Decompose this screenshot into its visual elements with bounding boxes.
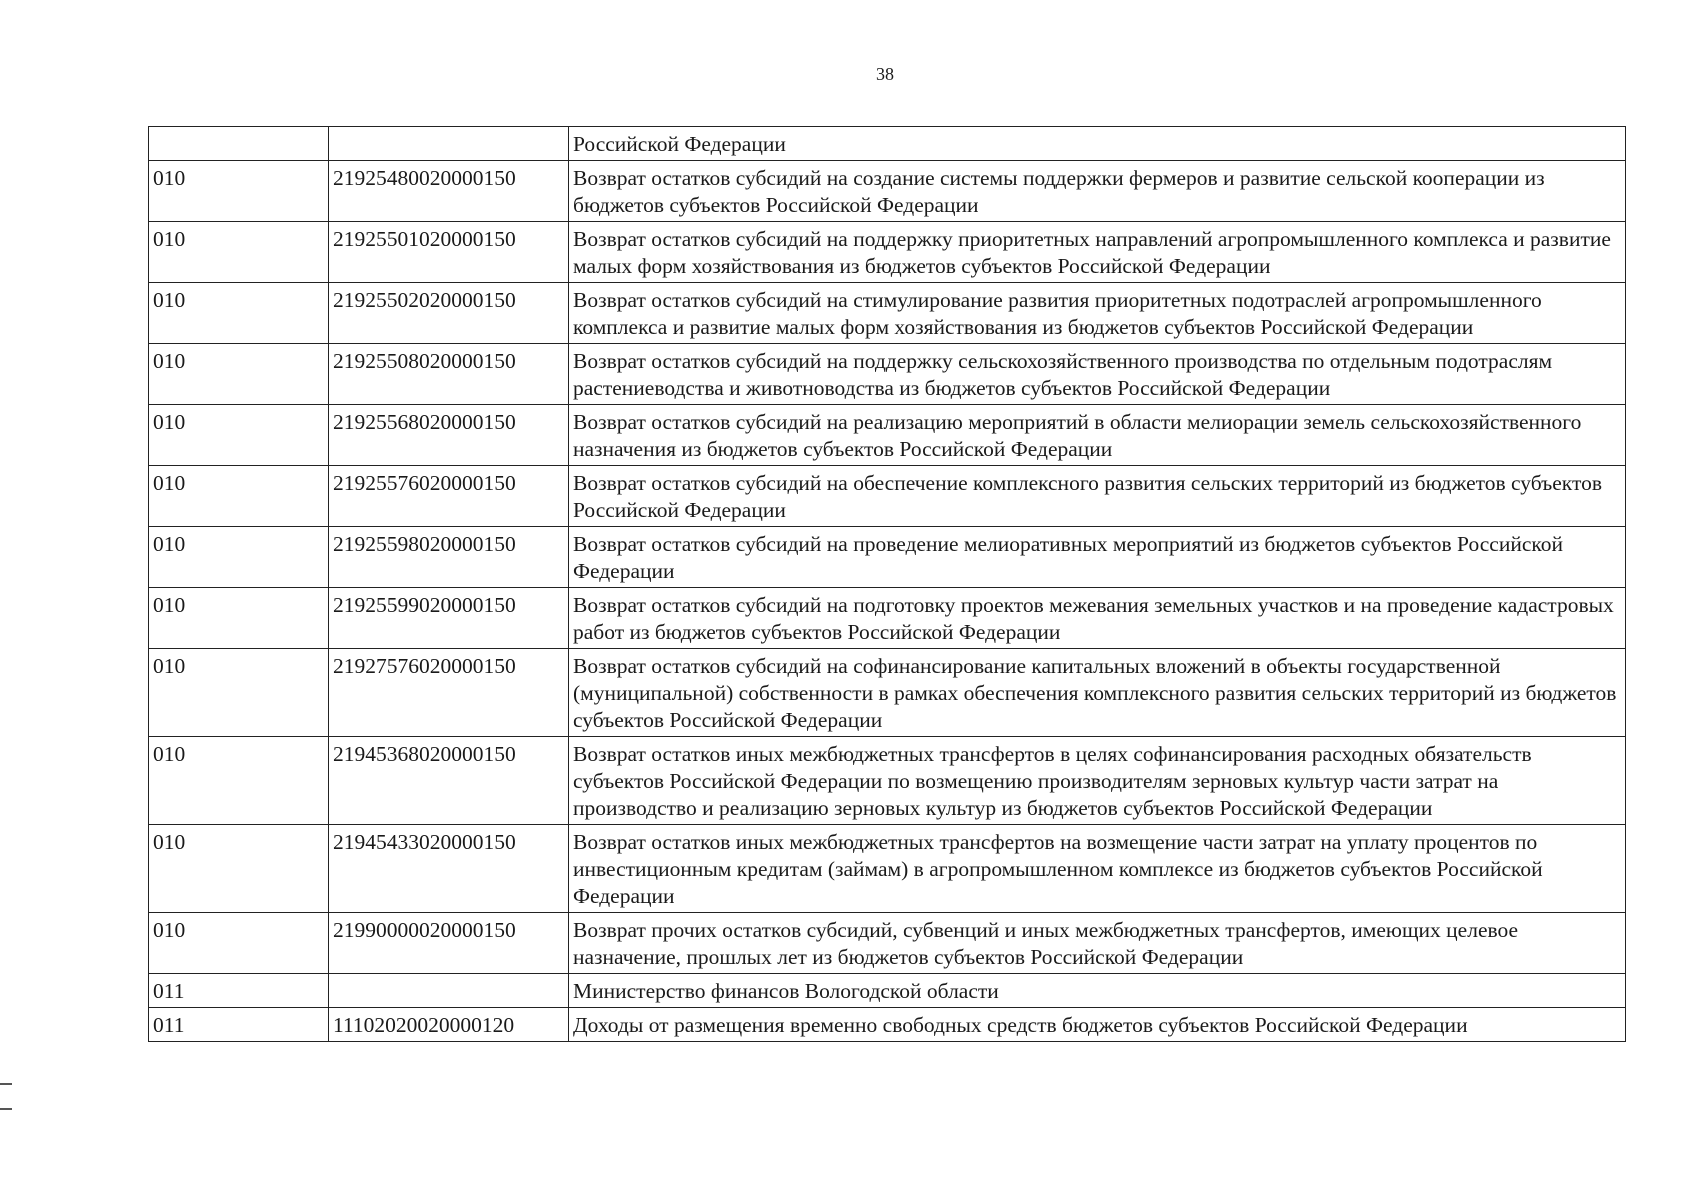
table-row [149, 405, 1626, 466]
revenue-name-cell: Российской Федерации [569, 127, 1626, 161]
admin-code-cell: 011 [149, 974, 329, 1008]
table-row [149, 974, 1626, 1008]
admin-code-cell: 010 [149, 825, 329, 913]
scan-mark-left-lower [0, 1108, 12, 1110]
revenue-name-cell: Возврат прочих остатков субсидий, субвенций и иных межбюджетных трансфертов, имеющих целевое назначение, прошлых лет из бюджетов субъектов Российской Федерации [569, 913, 1626, 974]
budget-code-cell: 21925568020000150 [329, 405, 569, 466]
table-row [149, 466, 1626, 527]
admin-code-cell: 010 [149, 283, 329, 344]
admin-code-cell: 010 [149, 649, 329, 737]
admin-code-cell: 010 [149, 913, 329, 974]
budget-code-cell: 11102020020000120 [329, 1008, 569, 1042]
budget-code-cell [329, 974, 569, 1008]
budget-code-cell: 21925599020000150 [329, 588, 569, 649]
budget-code-cell: 21990000020000150 [329, 913, 569, 974]
table-row [149, 1008, 1626, 1042]
revenue-name-cell: Возврат остатков иных межбюджетных трансфертов в целях софинансирования расходных обязательств субъектов Российской Федерации по возмещению производителям зерновых культур части затрат на производство и реализацию зерновых культур из бюджетов субъектов Российской Федерации [569, 737, 1626, 825]
budget-code-cell: 21925501020000150 [329, 222, 569, 283]
budget-code-cell [329, 127, 569, 161]
budget-code-cell: 21945368020000150 [329, 737, 569, 825]
admin-code-cell: 010 [149, 344, 329, 405]
revenue-name-cell: Возврат остатков субсидий на поддержку приоритетных направлений агропромышленного комплекса и развитие малых форм хозяйствования из бюджетов субъектов Российской Федерации [569, 222, 1626, 283]
revenue-name-cell: Возврат остатков субсидий на поддержку сельскохозяйственного производства по отдельным подотраслям растениеводства и животноводства из бюджетов субъектов Российской Федерации [569, 344, 1626, 405]
budget-code-cell: 21925502020000150 [329, 283, 569, 344]
admin-code-cell: 010 [149, 161, 329, 222]
revenue-name-cell: Возврат остатков иных межбюджетных трансфертов на возмещение части затрат на уплату процентов по инвестиционным кредитам (займам) в агропромышленном комплексе из бюджетов субъектов Российской Федерации [569, 825, 1626, 913]
admin-code-cell: 010 [149, 466, 329, 527]
table-row [149, 649, 1626, 737]
admin-code-cell: 010 [149, 588, 329, 649]
budget-code-cell: 21925508020000150 [329, 344, 569, 405]
admin-code-cell [149, 127, 329, 161]
scan-mark-left [0, 1083, 12, 1085]
table-row [149, 344, 1626, 405]
table-row [149, 825, 1626, 913]
revenue-name-cell: Возврат остатков субсидий на проведение мелиоративных мероприятий из бюджетов субъектов Российской Федерации [569, 527, 1626, 588]
table-row [149, 127, 1626, 161]
budget-code-cell: 21925576020000150 [329, 466, 569, 527]
table-row [149, 737, 1626, 825]
budget-code-cell: 21925480020000150 [329, 161, 569, 222]
revenue-name-cell: Доходы от размещения временно свободных средств бюджетов субъектов Российской Федерации [569, 1008, 1626, 1042]
revenue-name-cell: Министерство финансов Вологодской области [569, 974, 1626, 1008]
admin-code-cell: 010 [149, 737, 329, 825]
admin-code-cell: 010 [149, 405, 329, 466]
revenue-name-cell: Возврат остатков субсидий на подготовку проектов межевания земельных участков и на проведение кадастровых работ из бюджетов субъектов Российской Федерации [569, 588, 1626, 649]
table-row [149, 161, 1626, 222]
table-row [149, 913, 1626, 974]
table-row [149, 283, 1626, 344]
revenue-name-cell: Возврат остатков субсидий на обеспечение комплексного развития сельских территорий из бюджетов субъектов Российской Федерации [569, 466, 1626, 527]
table-row [149, 588, 1626, 649]
revenue-name-cell: Возврат остатков субсидий на стимулирование развития приоритетных подотраслей агропромышленного комплекса и развитие малых форм хозяйствования из бюджетов субъектов Российской Федерации [569, 283, 1626, 344]
admin-code-cell: 010 [149, 527, 329, 588]
table-row [149, 222, 1626, 283]
table-row [149, 527, 1626, 588]
budget-code-cell: 21945433020000150 [329, 825, 569, 913]
budget-code-cell: 21927576020000150 [329, 649, 569, 737]
revenue-name-cell: Возврат остатков субсидий на создание системы поддержки фермеров и развитие сельской кооперации из бюджетов субъектов Российской Федерации [569, 161, 1626, 222]
page-number: 38 [876, 64, 894, 84]
revenue-name-cell: Возврат остатков субсидий на софинансирование капитальных вложений в объекты государственной (муниципальной) собственности в рамках обеспечения комплексного развития сельских территорий из бюджетов субъектов Российской Федерации [569, 649, 1626, 737]
budget-classification-table [148, 126, 1626, 1042]
admin-code-cell: 011 [149, 1008, 329, 1042]
budget-code-cell: 21925598020000150 [329, 527, 569, 588]
revenue-name-cell: Возврат остатков субсидий на реализацию мероприятий в области мелиорации земель сельскохозяйственного назначения из бюджетов субъектов Российской Федерации [569, 405, 1626, 466]
admin-code-cell: 010 [149, 222, 329, 283]
